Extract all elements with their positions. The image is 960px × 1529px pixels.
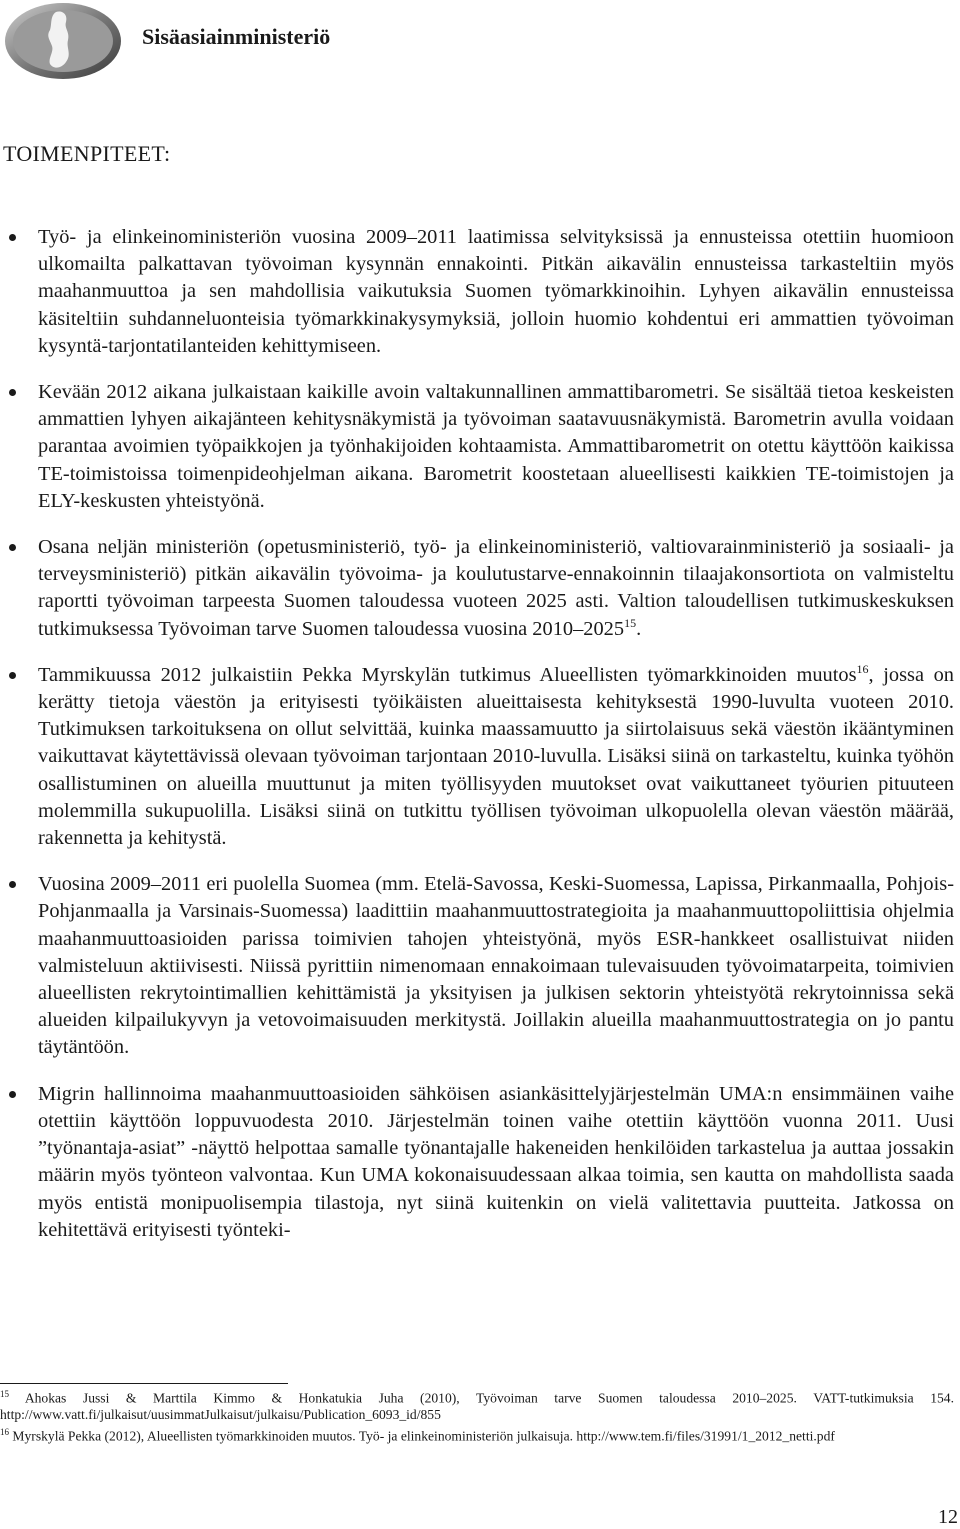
list-item — [0, 871, 960, 1061]
footnotes — [0, 1386, 954, 1445]
footnote-divider — [0, 1383, 288, 1384]
footnote-text: Ahokas Jussi & Marttila Kimmo & Honkatukia Juha (2010), Työvoiman tarve Suomen taloudessa 2010–2025. VATT-tutkimuksia 154. http://www.vatt.fi/julkaisut/uusimmatJulkaisut/julkaisu/Publication_6093_id/855 — [0, 1390, 954, 1423]
bullet-icon — [9, 389, 16, 396]
footnote — [0, 1386, 954, 1424]
bullet-icon — [9, 234, 16, 241]
list-item — [0, 224, 960, 360]
measures-list — [0, 224, 960, 1263]
list-item-text: Kevään 2012 aikana julkaistaan kaikille avoin valtakunnallinen ammattibarometri. Se sisältää tietoa keskeisten ammattien lyhyen aikajänteen kehitysnäkymistä ja työvoiman saatavuusnäkymistä. Barometrin avulla voidaan parantaa avoimien työpaikkojen ja työnhakijoiden kohtaamista. Ammattibarometrit on otettu käyttöön kaikissa TE-toimistoissa toimenpideohjelman aikana. Barometrit koostetaan alueellisesti kaikkien TE-toimistojen ja ELY-keskusten yhteistyönä. — [38, 381, 954, 512]
list-item — [0, 662, 960, 852]
bullet-icon — [9, 881, 16, 888]
footnote-text: Myrskylä Pekka (2012), Alueellisten työmarkkinoiden muutos. Työ- ja elinkeinoministeriön julkaisuja. http://www.tem.fi/files/31991/1_2012_netti.pdf — [12, 1428, 835, 1444]
list-item-text-end: , jossa on kerätty tietoja väestön ja erityisesti työikäisten alueittaisesta kehityksestä 1990-luvulta vuoteen 2010. Tutkimuksen tarkoituksena on ollut selvittää, kuinka maassamuutto ja siirtolaisuus sekä väestön ikääntyminen vaikuttavat käytettävissä olevaan työvoiman tarjontaan 2010-luvulla. Lisäksi siinä on tarkasteltu, kuinka työhön osallistuminen on alueilla muuttunut ja miten työllisyyden muutokset ovat vaikuttaneet työurien pituuteen molemmilla sukupuolilla. Lisäksi siinä on tutkittu työllisen työvoiman ulkopuolella olevan väestön määrää, rakennetta ja kehitystä. — [38, 663, 955, 850]
footnote — [0, 1424, 954, 1445]
list-item-text-end: . — [636, 617, 642, 640]
list-item — [0, 379, 960, 515]
footnote-ref: 15 — [624, 615, 637, 630]
footnote-ref: 16 — [856, 662, 869, 677]
list-item-text: Tammikuussa 2012 julkaistiin Pekka Myrskylän tutkimus Alueellisten työmarkkinoiden muutos — [38, 663, 857, 686]
list-item — [0, 1081, 960, 1244]
footnote-number: 16 — [0, 1426, 9, 1437]
page-number: 12 — [938, 1506, 958, 1528]
ministry-logo-icon — [4, 2, 122, 80]
list-item-text: Osana neljän ministeriön (opetusministeriö, työ- ja elinkeinoministeriö, valtiovarainministeriö ja sosiaali- ja terveysministeriö) pitkän aikavälin työvoima- ja koulutustarve-ennakoinnin tilaajakonsortiota on valmisteltu raportti työvoiman tarpeesta Suomen taloudessa vuoteen 2025 asti. Valtion taloudellisen tutkimuskeskuksen tutkimuksessa Työvoiman tarve Suomen taloudessa vuosina 2010–2025 — [38, 536, 954, 640]
list-item — [0, 534, 960, 643]
footnote-number: 15 — [0, 1389, 9, 1399]
page-header — [0, 0, 960, 80]
bullet-icon — [9, 544, 16, 551]
bullet-icon — [9, 1091, 16, 1098]
organization-name: Sisäasiainministeriö — [142, 24, 331, 49]
list-item-text: Migrin hallinnoima maahanmuuttoasioiden sähköisen asiankäsittelyjärjestelmän UMA:n ensimmäinen vaihe otettiin käyttöön loppuvuodesta 2010. Järjestelmän toinen vaihe otettiin käyttöön vuonna 2011. Uusi ”työnantaja-asiat” -näyttö helpottaa samalle työnantajalle hakeneiden henkilöiden tarkastelua ja auttaa jossakin määrin myös työnteon valvontaa. Kun UMA kokonaisuudessaan alkaa toimia, sen kautta on mahdollista saada myös entistä monipuolisempia tilastoja, nyt siinä kuitenkin on vielä valitettavia puutteita. Jatkossa on kehitettävä erityisesti työnteki- — [38, 1082, 954, 1241]
bullet-icon — [9, 672, 16, 679]
list-item-text: Vuosina 2009–2011 eri puolella Suomea (mm. Etelä-Savossa, Keski-Suomessa, Lapissa, Pirkanmaalla, Pohjois-Pohjanmaalla ja Varsinais-Suomessa) laadittiin maahanmuuttostrategioita ja maahanmuuttopoliittisia ohjelmia maahanmuuttoasioiden parissa toimivien tahojen yhteistyönä, myös ESR-hankkeet osallistuivat niiden valmisteluun aktiivisesti. Niissä pyrittiin nimenomaan ennakoimaan tulevaisuuden työvoimatarpeita, toimivien alueellisten rekrytointimallien kehittämistä ja yksityisen ja julkisen sektorin yhteistyötä rekrytoinnissa sekä alueiden kilpailukyvyn ja vetovoimaisuuden merkitystä. Joillakin alueilla maahanmuuttostrategia on jo pantu täytäntöön. — [38, 873, 954, 1059]
section-title: TOIMENPITEET: — [3, 141, 171, 166]
list-item-text: Työ- ja elinkeinoministeriön vuosina 2009–2011 laatimissa selvityksissä ja ennusteissa otettiin huomioon ulkomailta palkattavan työvoiman kysynnän ennakointi. Pitkän aikavälin ennusteissa tarkasteltiin myös maahanmuuttoa ja sen mahdollisia vaikutuksia Suomen työmarkkinoihin. Lyhyen aikavälin ennusteissa käsiteltiin suhdanneluonteisia työmarkkinakysymyksiä, jolloin huomio kohdentui eri ammattien työvoiman kysyntä-tarjontatilanteiden kehittymiseen. — [38, 226, 954, 357]
